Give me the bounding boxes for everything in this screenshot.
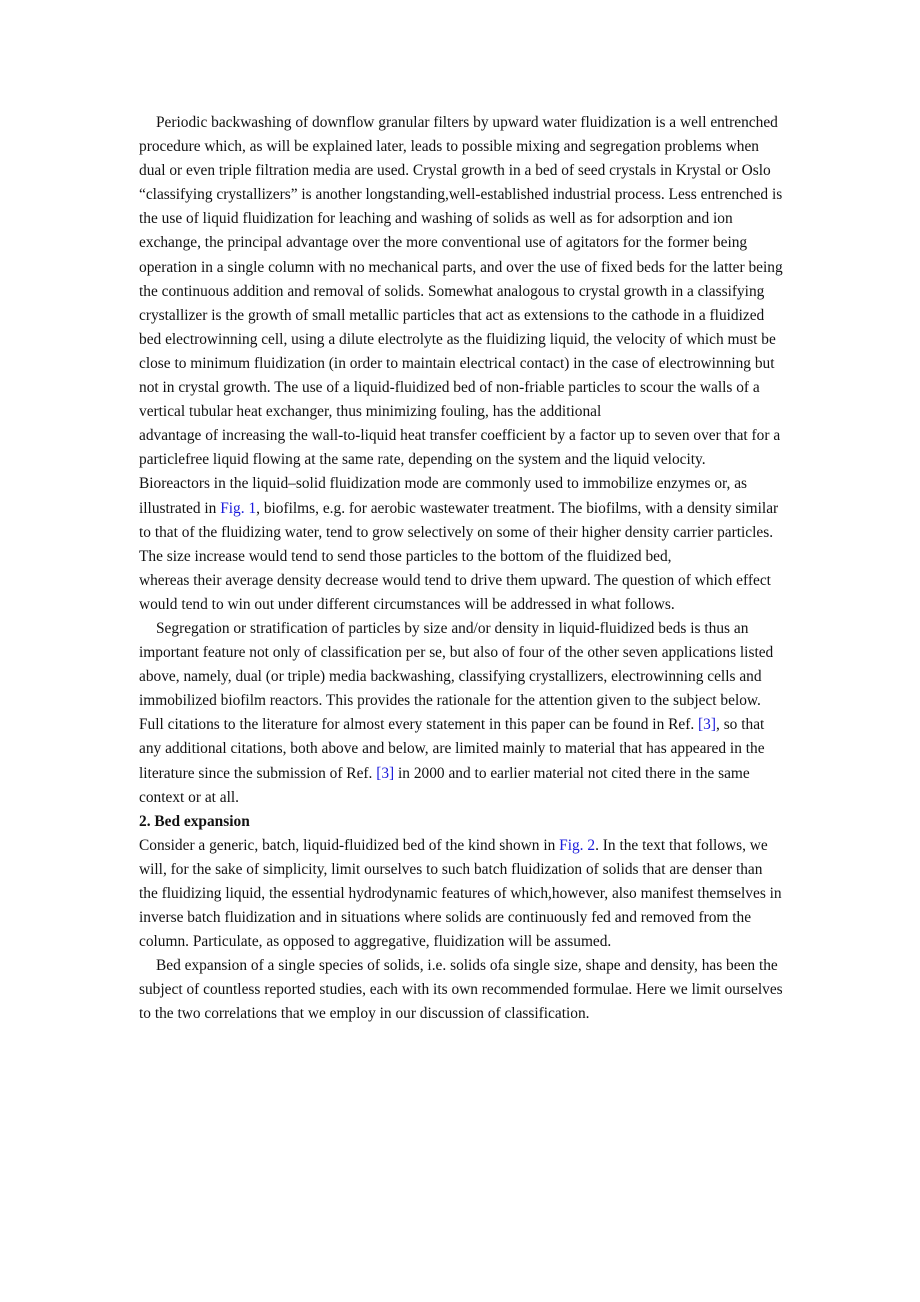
fig-2-link[interactable]: Fig. 2 — [559, 836, 596, 854]
paragraph-single-species: Bed expansion of a single species of solids, i.e. solids ofa single size, shape and density, has been the subject of countless reported studies, each with its own recommended formulae. Here we limit ourselves to the two correlations that we employ in our discussion of classification. — [139, 957, 783, 1023]
ref-3-link[interactable]: [3] — [698, 716, 716, 734]
section-heading-bed-expansion: 2. Bed expansion — [139, 812, 250, 830]
article-body — [139, 111, 784, 1027]
ref-3-link-second[interactable]: [3] — [376, 764, 395, 782]
fig-1-link[interactable]: Fig. 1 — [220, 499, 257, 517]
paragraph-heat-transfer: advantage of increasing the wall-to-liquid heat transfer coefficient by a factor up to seven over that for a particlefree liquid flowing at the same rate, depending on the system and the liquid velocity. — [139, 427, 781, 469]
text-span: . In the text that follows, we will, for the sake of simplicity, limit ourselves to such batch fluidization of solids that are denser than the fluidizing liquid, the essential hydrodynamic features of which,however, also manifest themselves in inverse batch fluidization and in situations where solids are continuously fed and removed from the column. Particulate, as opposed to aggregative, fluidization will be assumed. — [139, 836, 782, 951]
paragraph-exchange: exchange, the principal advantage over the more conventional use of agitators for the former being operation in a single column with no mechanical parts, and over the use of fixed beds for the latter being the continuous addition and removal of solids. Somewhat analogous to crystal growth in a classifying crystallizer is the growth of small metallic particles that act as extensions to the cathode in a fluidized bed electrowinning cell, using a dilute electrolyte as the fluidizing liquid, the velocity of which must be close to minimum fluidization (in order to maintain electrical contact) in the case of electrowinning but not in crystal growth. The use of a liquid-fluidized bed of non-friable particles to scour the walls of a vertical tubular heat exchanger, thus minimizing fouling, has the additional — [139, 234, 783, 421]
paragraph-backwashing: Periodic backwashing of downflow granular filters by upward water fluidization is a well entrenched procedure which, as will be explained later, leads to possible mixing and segregation problems when dual or even triple filtration media are used. Crystal growth in a bed of seed crystals in Krystal or Oslo “classifying crystallizers” is another longstanding,well-established industrial process. Less entrenched is the use of liquid fluidization for leaching and washing of solids as well as for adsorption and ion — [139, 114, 783, 228]
paragraph-generic-bed — [139, 834, 784, 954]
text-span: Full citations to the literature for almost every statement in this paper can be found in Ref. — [139, 716, 699, 734]
text-span: Bioreactors in the liquid–solid fluidization mode are commonly used to immobilize enzymes or, as illustrated in — [139, 475, 748, 517]
text-span: , so that any additional citations, both above and below, are limited mainly to material that has appeared in the literature since the submission of Ref. — [139, 716, 765, 782]
paragraph-segregation: Segregation or stratification of particles by size and/or density in liquid-fluidized beds is thus an important feature not only of classification per se, but also of four of the other seven applications listed above, namely, dual (or triple) media backwashing, classifying crystallizers, electrowinning cells and immobilized biofilm reactors. This provides the rationale for the attention given to the subject below. — [139, 619, 774, 710]
text-span: in 2000 and to earlier material not cited there in the same context or at all. — [139, 764, 750, 806]
text-span: , biofilms, e.g. for aerobic wastewater treatment. The biofilms, with a density similar to that of the fluidizing water, tend to grow selectively on some of their higher density carrier particles. The size increase would tend to send those particles to the bottom of the fluidized bed, — [139, 499, 779, 565]
text-span: Consider a generic, batch, liquid-fluidized bed of the kind shown in — [139, 836, 560, 854]
paragraph-density-effect: whereas their average density decrease would tend to drive them upward. The question of which effect would tend to win out under different circumstances will be addressed in what follows. — [139, 571, 771, 613]
paragraph-bioreactors — [139, 472, 784, 568]
paragraph-citations — [139, 713, 784, 809]
